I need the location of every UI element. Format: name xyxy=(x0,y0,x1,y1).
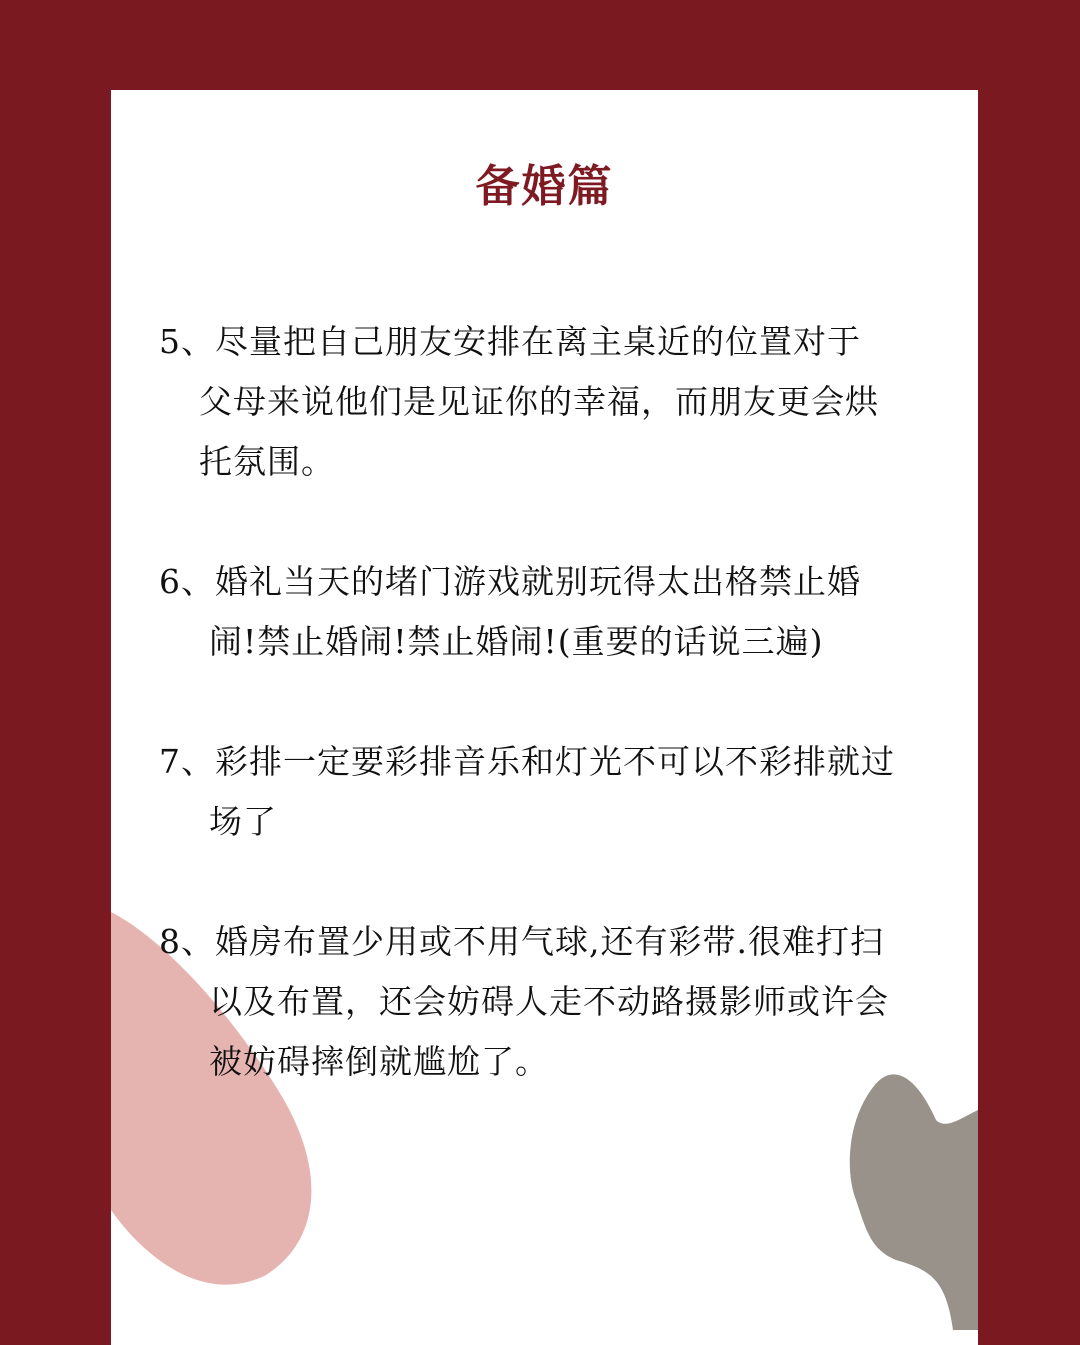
item-line: 托氛围。 xyxy=(199,442,335,481)
item-line: 父母来说他们是见证你的幸福，而朋友更会烘 xyxy=(199,382,879,421)
item-line: 6、婚礼当天的堵门游戏就别玩得太出格禁止婚 xyxy=(159,562,861,601)
item-line: 以及布置，还会妨碍人走不动路摄影师或许会 xyxy=(209,982,889,1021)
content-card xyxy=(111,90,978,1345)
list-item-8 xyxy=(159,912,889,1092)
page-title: 备婚篇 xyxy=(475,161,614,212)
item-line: 场了 xyxy=(209,802,277,841)
item-line: 8、婚房布置少用或不用气球,还有彩带.很难打扫 xyxy=(159,922,884,961)
item-line: 闹!禁止婚闹!禁止婚闹!(重要的话说三遍) xyxy=(209,622,824,661)
item-line: 被妨碍摔倒就尴尬了。 xyxy=(209,1042,549,1081)
list-item-7 xyxy=(159,732,895,852)
item-line: 5、尽量把自己朋友安排在离主桌近的位置对于 xyxy=(159,322,861,361)
list-item-5 xyxy=(159,312,879,492)
gray-blob-shape xyxy=(850,1074,978,1330)
list-item-6 xyxy=(159,552,861,672)
decorative-shapes xyxy=(111,90,978,1345)
item-line: 7、彩排一定要彩排音乐和灯光不可以不彩排就过 xyxy=(159,742,895,781)
